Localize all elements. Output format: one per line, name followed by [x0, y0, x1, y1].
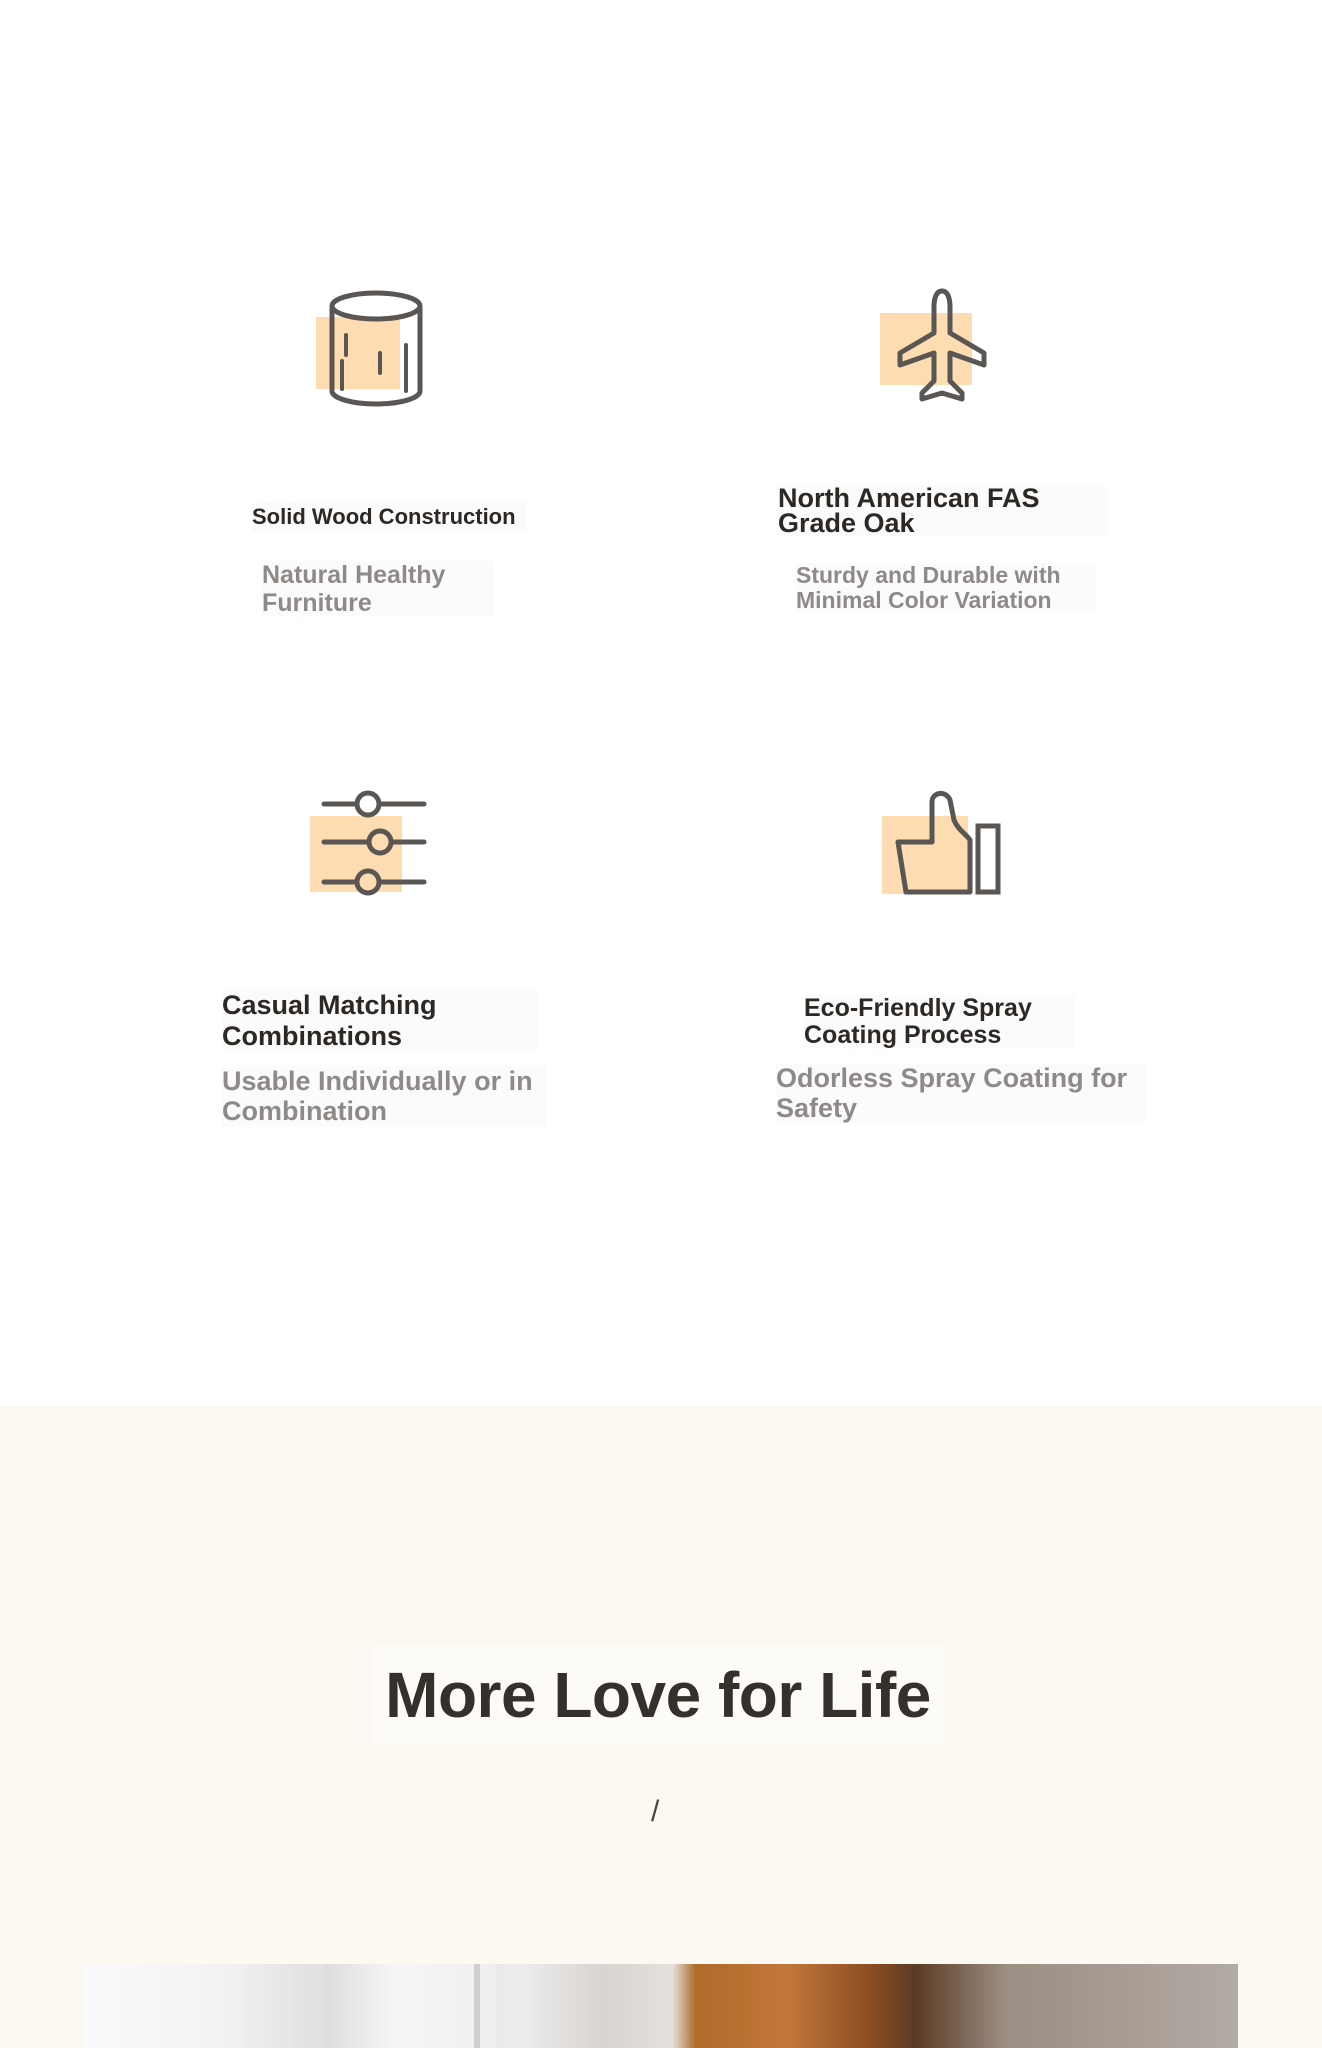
airplane-icon [872, 275, 1012, 415]
feature-description: Sturdy and Durable with Minimal Color Variation [796, 563, 1096, 613]
feature-description: Natural Healthy Furniture [262, 561, 494, 617]
feature-description: Usable Individually or in Combination [222, 1066, 546, 1126]
feature-title: Eco-Friendly Spray Coating Process [804, 995, 1074, 1049]
lifestyle-photo [84, 1964, 1238, 2048]
feature-title: Solid Wood Construction [252, 502, 526, 532]
feature-title: North American FAS Grade Oak [778, 486, 1108, 536]
feature-description: Odorless Spray Coating for Safety [776, 1063, 1146, 1123]
thumbs-up-icon [874, 774, 1014, 914]
title-separator: / [651, 1795, 660, 1828]
section-title: More Love for Life [372, 1645, 944, 1745]
wood-log-icon [306, 275, 446, 415]
sliders-icon [306, 774, 446, 914]
more-love-section [0, 1405, 1322, 2048]
feature-title: Casual Matching Combinations [222, 990, 538, 1052]
